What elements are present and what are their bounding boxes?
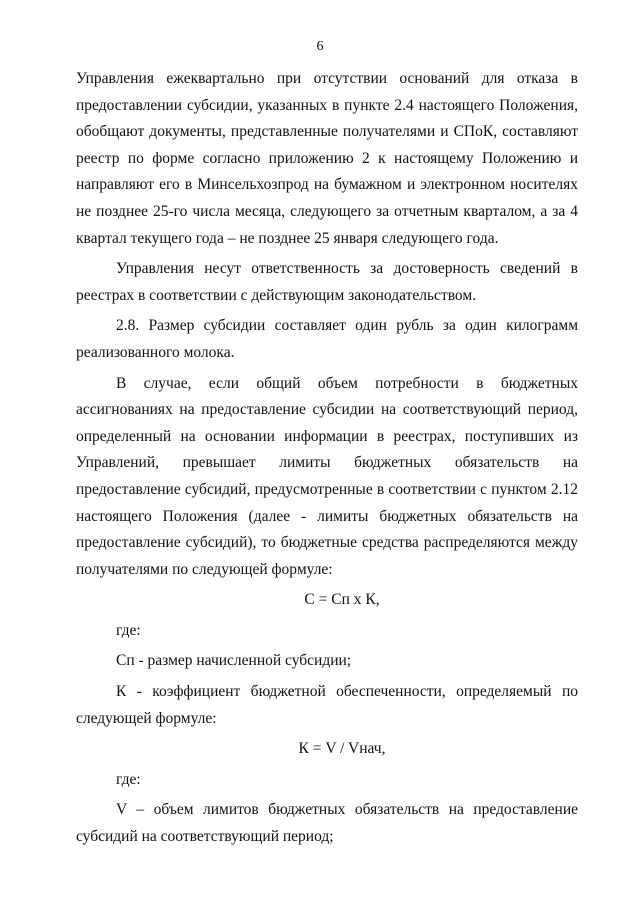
formula-coefficient: К = V / Vнач,	[298, 740, 386, 758]
paragraph-definition-sp: Сп - размер начисленной субсидии;	[116, 652, 352, 670]
paragraph-responsibility: Управления несут ответственность за достоверность сведений в реестрах в соответствии с действующим законодательством.	[76, 260, 578, 304]
paragraph-where-1: где:	[116, 621, 141, 639]
paragraph-definition-k: К - коэффициент бюджетной обеспеченности, определяемый по следующей формуле:	[76, 683, 578, 727]
page-number: 6	[316, 39, 324, 54]
document-body	[76, 66, 578, 851]
paragraph-subsidy-size: 2.8. Размер субсидии составляет один рубль за один килограмм реализованного молока.	[76, 317, 578, 361]
paragraph-distribution-rule: В случае, если общий объем потребности в бюджетных ассигнованиях на предоставление субсидии на соответствующий период, определенный на основании информации в реестрах, поступивших из Управлений, превышает лимиты бюджетных обязательств на предоставление субсидий, предусмотренные в соответствии с пунктом 2.12 настоящего Положения (далее - лимиты бюджетных обязательств на предоставление субсидий), то бюджетные средства распределяются между получателями по следующей формуле:	[76, 374, 578, 578]
paragraph-definition-v: V – объем лимитов бюджетных обязательств на предоставление субсидий на соответствующий период;	[76, 801, 578, 846]
paragraph-report-submission: Управления ежеквартально при отсутствии оснований для отказа в предоставлении субсидии, указанных в пункте 2.4 настоящего Положения, обобщают документы, представленные получателями и СПоК, составляют реестр по форме согласно приложению 2 к настоящему Положению и направляют его в Минсельхозпрод на бумажном и электронном носителях не позднее 25-го числа месяца, следующего за отчетным кварталом, а за 4 квартал текущего года – не позднее 25 января следующего года.	[76, 70, 578, 247]
formula-subsidy: С = Сп х К,	[304, 591, 380, 609]
paragraph-where-2: где:	[116, 770, 141, 788]
